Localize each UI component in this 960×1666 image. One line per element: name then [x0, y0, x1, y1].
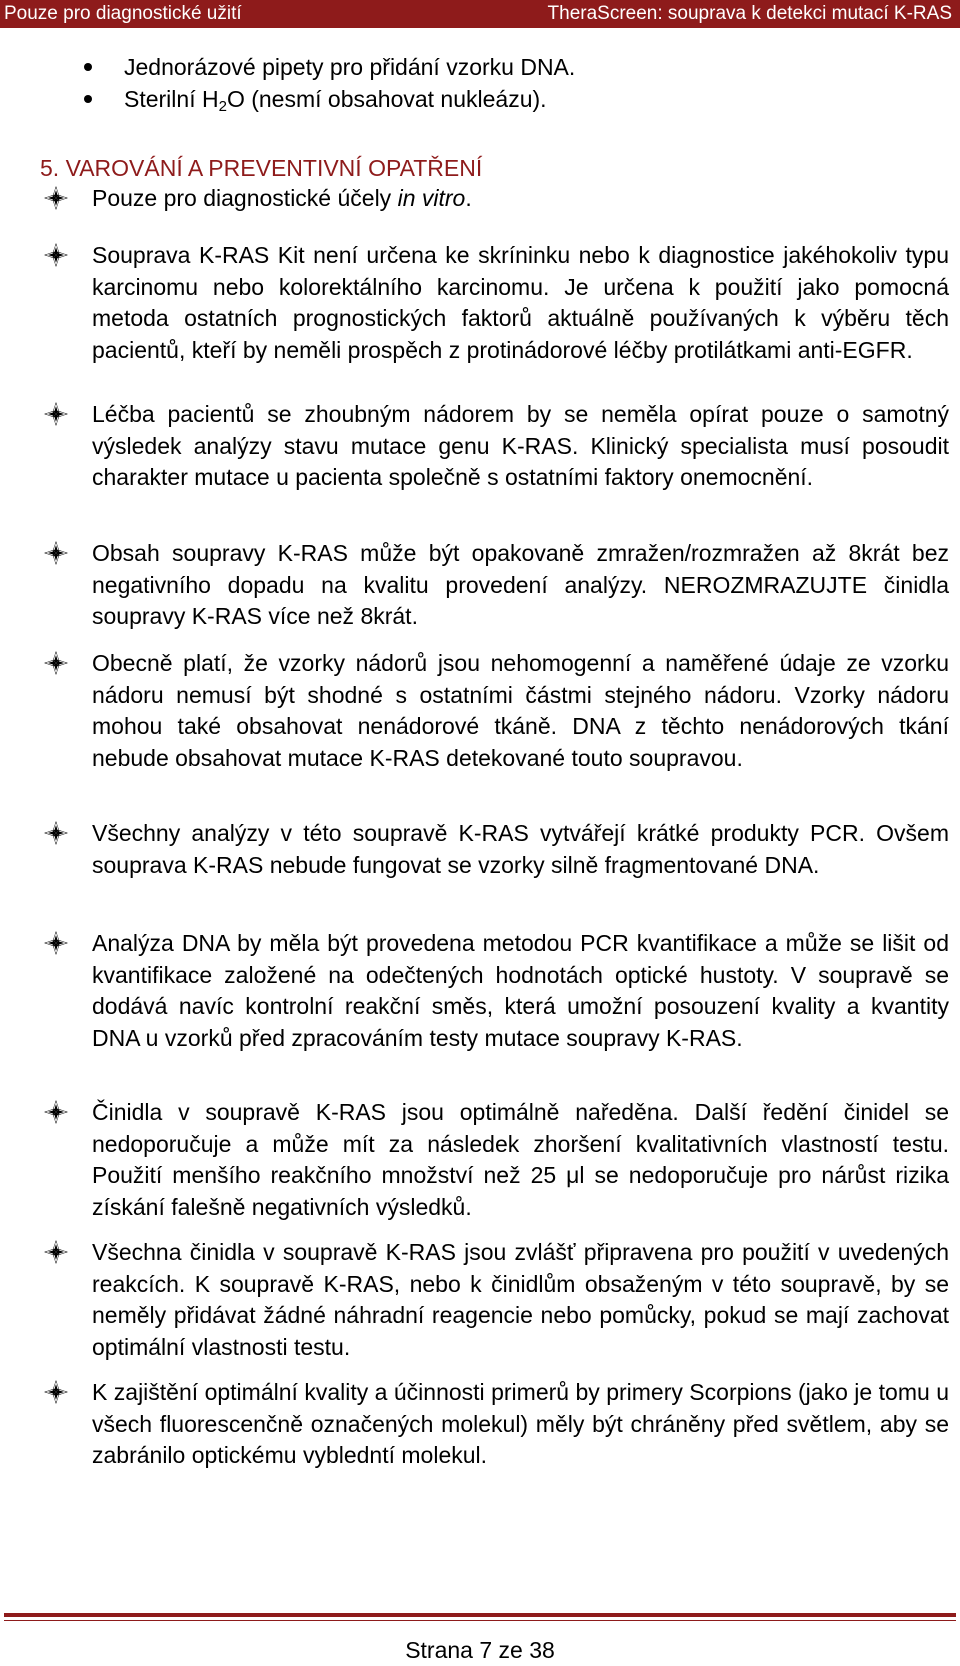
list-item-text: Analýza DNA by měla být provedena metodou PCR kvantifikace a může se lišit od kvantifikace založené na odečtených hodnotách optické hustoty. V soupravě se dodává navíc kontrolní reakční směs, která umožní posouzení kvality a kvantity DNA u vzorků před zpracováním testy mutace soupravy K-RAS.: [92, 930, 949, 1051]
diamond-bullet-icon: [42, 539, 70, 567]
bullet-icon: [84, 95, 92, 103]
list-item-text: Sterilní $H_2O$ (nesmí obsahovat nukleázu).: [124, 86, 547, 115]
diamond-bullet-icon: [42, 649, 70, 677]
diamond-bullet-icon: [42, 819, 70, 847]
list-item-text: Všechna činidla v soupravě K-RAS jsou zvlášť připravena pro použití v uvedených reakcích. K soupravě K-RAS, nebo k činidlům obsaženým v této soupravě, by se neměly přidávat žádné náhradní reagencie nebo pomůcky, pokud se mají zachovat optimální vlastnosti testu.: [92, 1239, 949, 1360]
footer-divider-thin: [4, 1620, 956, 1621]
list-item-text: K zajištění optimální kvality a účinnosti primerů by primery Scorpions (jako je tomu u všech fluorescenčně označených molekul) měly být chráněny před světlem, aby se zabránilo optickému vybledntí molekul.: [92, 1379, 949, 1469]
list-item-text: Jednorázové pipety pro přidání vzorku DNA.: [124, 54, 576, 80]
page-number: Strana 7 ze 38: [405, 1637, 555, 1663]
list-item-text: Souprava K-RAS Kit není určena ke skríninku nebo k diagnostice jakéhokoliv typu karcinomu nebo kolorektálního karcinomu. Je určena k použití jako pomocná metoda ostatních prognostických faktorů aktuálně používaných k výběru těch pacientů, kteří by neměli prospěch z protinádorové léčby protilátkami anti-EGFR.: [92, 242, 949, 363]
list-item-text: Činidla v soupravě K-RAS jsou optimálně naředěna. Další ředění činidel se nedoporučuje a může mít za následek zhoršení kvalitativních vlastností testu. Použití menšího reakčního množství než 25 μl se nedoporučuje pro nárůst rizika získání falešně negativních výsledků.: [92, 1099, 949, 1220]
header-right-text: TheraScreen: souprava k detekci mutací K-RAS: [547, 3, 952, 24]
diamond-bullet-icon: [42, 1378, 70, 1406]
diamond-bullet-icon: [42, 1238, 70, 1266]
footer-divider: [4, 1613, 956, 1617]
diamond-bullet-icon: [42, 929, 70, 957]
header-left-text: Pouze pro diagnostické užití: [4, 3, 242, 24]
list-item-text: Všechny analýzy v této soupravě K-RAS vytvářejí krátké produkty PCR. Ovšem souprava K-RAS nebude fungovat se vzorky silně fragmentované DNA.: [92, 820, 949, 878]
bullet-icon: [84, 63, 92, 71]
diamond-bullet-icon: [42, 241, 70, 269]
list-item-text: Obsah soupravy K-RAS může být opakovaně zmražen/rozmražen až 8krát bez negativního dopadu na kvalitu provedení analýzy. NEROZMRAZUJTE činidla soupravy K-RAS více než 8krát.: [92, 540, 949, 630]
diamond-bullet-icon: [42, 400, 70, 428]
page-header: [0, 0, 960, 28]
list-item-text: Léčba pacientů se zhoubným nádorem by se neměla opírat pouze o samotný výsledek analýzy stavu mutace genu K-RAS. Klinický specialista musí posoudit charakter mutace u pacienta společně s ostatními faktory onemocnění.: [92, 401, 949, 491]
diamond-bullet-icon: [42, 184, 70, 212]
section-heading: 5. VAROVÁNÍ A PREVENTIVNÍ OPATŘENÍ: [40, 155, 483, 181]
list-item-text: Pouze pro diagnostické účely in vitro.: [92, 185, 472, 211]
diamond-bullet-icon: [42, 1098, 70, 1126]
list-item-text: Obecně platí, že vzorky nádorů jsou nehomogenní a naměřené údaje ze vzorku nádoru nemusí být shodné s ostatními částmi stejného nádoru. Vzorky nádoru mohou také obsahovat nenádorové tkáně. DNA z těchto nenádorových tkání nebude obsahovat mutace K-RAS detekované touto soupravou.: [92, 650, 949, 771]
